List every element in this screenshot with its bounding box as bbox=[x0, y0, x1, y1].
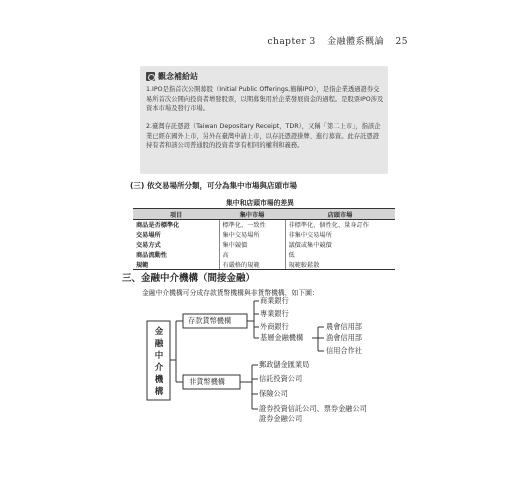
table-header: 集中市場 bbox=[219, 209, 285, 220]
section-heading-market: (三) 依交易場所分類，可分為集中市場與店頭市場 bbox=[130, 181, 297, 190]
table-header: 項目 bbox=[133, 209, 219, 220]
table-cell: 規範較鬆散 bbox=[285, 260, 395, 270]
table-cell: 交易場所 bbox=[136, 232, 161, 239]
deposit-label: 存款貨幣機構 bbox=[188, 316, 232, 325]
intro-text: 金融中介機構可分成存款貨幣機構與非貨幣機構，如下圖： bbox=[142, 289, 319, 297]
root-label bbox=[152, 326, 166, 398]
table-cell: 非集中交易場所 bbox=[285, 230, 395, 240]
table-cell: 低 bbox=[285, 250, 395, 260]
root-char: 構 bbox=[154, 387, 164, 397]
table-header: 店頭市場 bbox=[285, 209, 395, 220]
tree-node-grassroots: 基層金融機構 bbox=[260, 333, 304, 342]
page-number: 25 bbox=[395, 37, 408, 47]
chapter-label: chapter 3 bbox=[267, 37, 316, 47]
tree-node-postal: 郵政儲金匯業局 bbox=[259, 360, 310, 369]
table-cell: 商品是否標準化 bbox=[136, 222, 180, 230]
section-heading-intermediary: 三、金融中介機構（間接金融） bbox=[122, 273, 256, 284]
chapter-title: 金融體系概論 bbox=[327, 37, 385, 47]
nondeposit-label: 非貨幣機構 bbox=[189, 377, 225, 386]
table-cell: 交易方式 bbox=[136, 242, 161, 249]
tree-node-specialized-bank: 專業銀行 bbox=[260, 309, 289, 318]
table-cell: 集中競價 bbox=[219, 240, 285, 250]
tree-node-commercial-bank: 商業銀行 bbox=[260, 296, 289, 305]
table-cell: 標準化、一致性 bbox=[219, 220, 285, 230]
root-char: 融 bbox=[154, 339, 164, 349]
tree-node-foreign-bank: 外商銀行 bbox=[260, 322, 289, 331]
root-char: 金 bbox=[154, 327, 164, 337]
tree-node-insurance: 保險公司 bbox=[259, 389, 288, 398]
concept-item-tdr: 2.臺灣存託憑證（Taiwan Depositary Receipt，TDR），又稱「第二上市」，指該企業已經在國外上市，另外在臺灣申請上市，以存託憑證掛牌、進行募資。此存託憑證持有者和該公司普通股的投資者享有相同的權利和義務。 bbox=[146, 123, 381, 149]
root-char: 介 bbox=[154, 363, 164, 373]
concept-item-ipo: 1.IPO是指首次公開募股（Initial Public Offerings,簡稱IPO），是指企業透過證券交易所首次公開向投資者增發股票，以期募集用於企業發展資金的過程。是股票IPO涉及資本市場及發行市場。 bbox=[146, 86, 384, 112]
table-cell: 商品流動性 bbox=[136, 252, 167, 259]
concept-title-text: 觀念補給站 bbox=[158, 72, 198, 81]
tree-node-fishermen-credit: 漁會信用部 bbox=[326, 333, 362, 342]
root-char: 中 bbox=[154, 351, 164, 361]
table-cell: 規範 bbox=[133, 260, 219, 270]
table-cell: 有嚴格的規範 bbox=[219, 260, 285, 270]
table-cell: 集中交易場所 bbox=[219, 230, 285, 240]
tree-node-trust-investment: 信託投資公司 bbox=[259, 374, 303, 383]
table-title: 集中和店頭市場的差異 bbox=[226, 199, 294, 207]
root-char: 機 bbox=[154, 375, 164, 385]
table-cell: 非標準化、個性化、量身訂作 bbox=[285, 220, 395, 230]
tree-node-securities-trust: 證券投資信託公司、票券金融公司 bbox=[259, 404, 367, 413]
table-cell: 高 bbox=[219, 250, 285, 260]
tree-node-securities-finance: 證券金融公司 bbox=[259, 414, 303, 423]
table-cell: 議價或集中競價 bbox=[285, 240, 395, 250]
tree-node-credit-cooperative: 信用合作社 bbox=[326, 346, 362, 355]
tree-node-farmers-credit: 農會信用部 bbox=[326, 322, 362, 331]
